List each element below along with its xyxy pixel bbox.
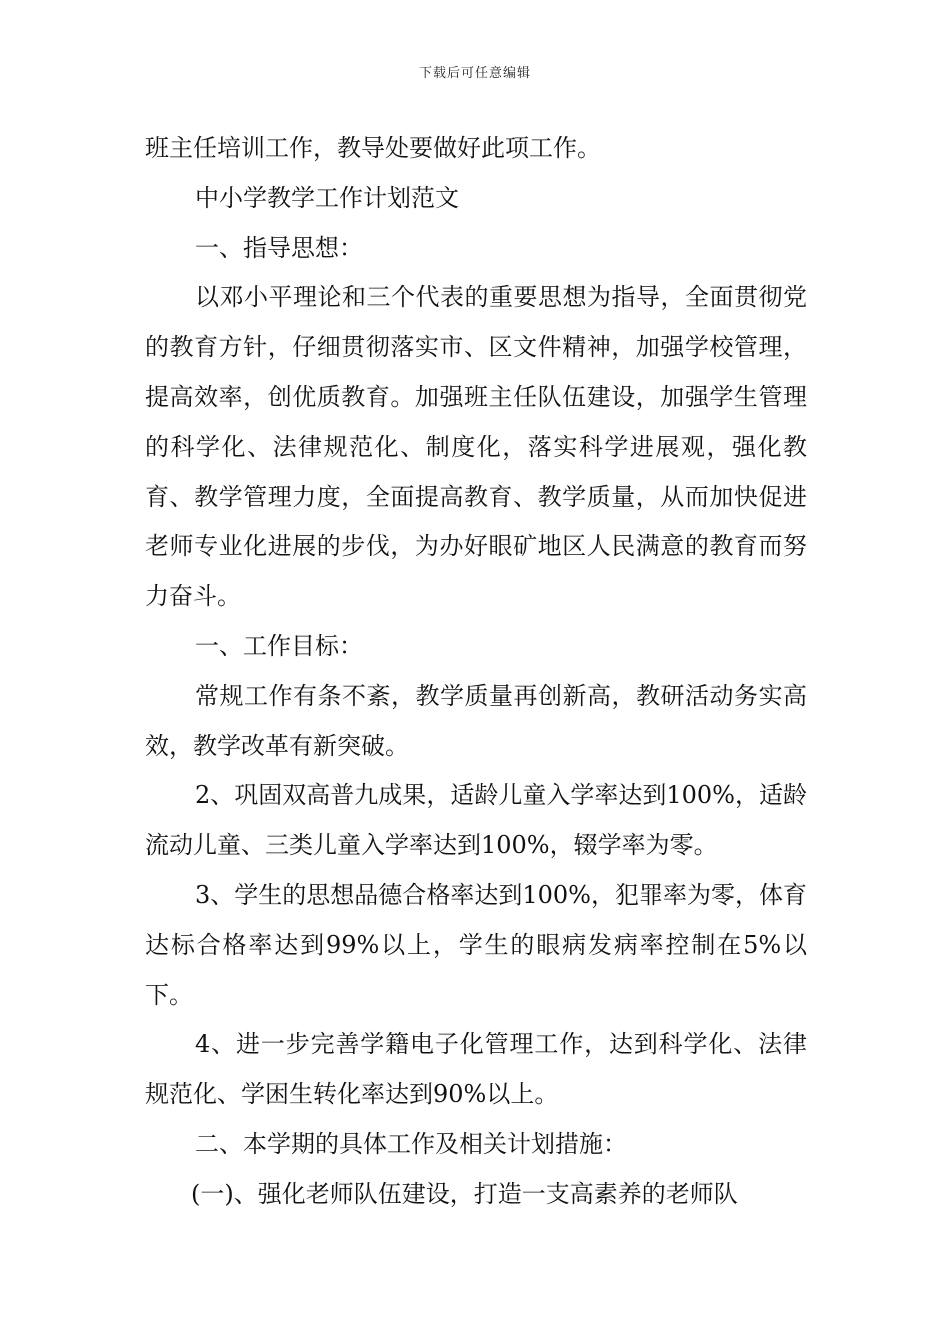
paragraph-goal-3: 3、学生的思想品德合格率达到100%，犯罪率为零，体育达标合格率达到99%以上，学生的眼病发病率控制在5%以下。 bbox=[145, 880, 807, 1009]
document-body bbox=[145, 124, 807, 1220]
heading-guiding-thought: 一、指导思想： bbox=[195, 233, 363, 262]
paragraph-goal-4: 4、进一步完善学籍电子化管理工作，达到科学化、法律规范化、学困生转化率达到90%以上。 bbox=[145, 1030, 807, 1109]
paragraph-teacher-team: (一)、强化老师队伍建设，打造一支高素养的老师队 bbox=[191, 1179, 738, 1208]
section-title: 中小学教学工作计划范文 bbox=[195, 183, 459, 212]
paragraph-guiding-thought: 以邓小平理论和三个代表的重要思想为指导，全面贯彻党的教育方针，仔细贯彻落实市、区文件精神，加强学校管理，提高效率，创优质教育。加强班主任队伍建设，加强学生管理的科学化、法律规范化、制度化，落实科学进展观，强化教育、教学管理力度，全面提高教育、教学质量，从而加快促进老师专业化进展的步伐，为办好眼矿地区人民满意的教育而努力奋斗。 bbox=[145, 283, 807, 611]
paragraph-goal-2: 2、巩固双高普九成果，适龄儿童入学率达到100%，适龄流动儿童、三类儿童入学率达到100%，辍学率为零。 bbox=[145, 781, 807, 860]
heading-work-goals: 一、工作目标： bbox=[195, 631, 363, 660]
page-header: 下载后可任意编辑 bbox=[418, 66, 531, 81]
paragraph-continuation: 班主任培训工作，教导处要做好此项工作。 bbox=[145, 134, 601, 162]
heading-specific-work: 二、本学期的具体工作及相关计划措施： bbox=[195, 1129, 627, 1158]
paragraph-goal-1: 常规工作有条不紊，教学质量再创新高，教研活动务实高效，教学改革有新突破。 bbox=[145, 681, 807, 760]
